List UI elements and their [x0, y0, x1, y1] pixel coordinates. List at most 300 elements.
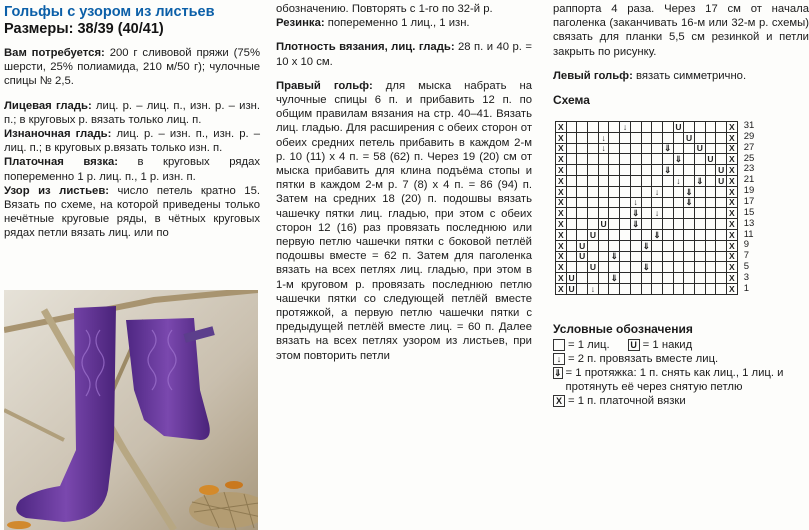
- chart-cell: ⇓: [610, 273, 618, 284]
- yarnover-desc: = 1 накид: [642, 339, 693, 351]
- knitting-chart: [555, 120, 755, 295]
- chart-cell: U: [598, 219, 609, 230]
- chart-cell: [652, 262, 663, 273]
- chart-cell: [705, 283, 716, 294]
- chart-cell: U: [716, 165, 727, 176]
- chart-cell: [705, 251, 716, 262]
- chart-cell: ↓: [652, 208, 663, 219]
- chart-row: [556, 122, 738, 133]
- chart-cell: [609, 219, 620, 230]
- chart-cell: [684, 251, 695, 262]
- chart-cell: X: [727, 273, 738, 284]
- chart-cell: [662, 273, 673, 284]
- chart-cell: [694, 154, 705, 165]
- chart-cell: [588, 197, 599, 208]
- legend-row-knit: [553, 338, 809, 352]
- chart-cell: [630, 240, 641, 251]
- chart-cell: [684, 240, 695, 251]
- chart-row: [556, 229, 738, 240]
- chart-cell: X: [556, 143, 567, 154]
- chart-cell: [620, 186, 631, 197]
- reverse-paragraph: [4, 127, 260, 155]
- chart-cell: [588, 165, 599, 176]
- chart-cell: [705, 165, 716, 176]
- chart-cell: [598, 186, 609, 197]
- chart-cell: [662, 229, 673, 240]
- k2tog-desc: = 2 п. провязать вместе лиц.: [568, 353, 719, 365]
- chart-cell: [566, 132, 577, 143]
- chart-row: [556, 154, 738, 165]
- sizes-heading: Размеры: 38/39 (40/41): [4, 21, 164, 37]
- chart-cell: U: [588, 262, 599, 273]
- chart-cell: [662, 262, 673, 273]
- chart-cell: ⇓: [642, 240, 650, 251]
- scheme-title: Схема: [553, 93, 590, 108]
- chart-cell: U: [684, 132, 695, 143]
- chart-cell: ↓: [598, 143, 609, 154]
- chart-cell: [716, 229, 727, 240]
- chart-cell: [598, 208, 609, 219]
- chart-cell: [694, 229, 705, 240]
- chart-cell: [716, 240, 727, 251]
- knit-desc: = 1 лиц.: [568, 339, 610, 351]
- chart-cell: X: [727, 208, 738, 219]
- chart-cell: [673, 229, 684, 240]
- chart-cell: U: [577, 251, 588, 262]
- chart-cell: [694, 219, 705, 230]
- chart-grid: [555, 121, 738, 295]
- chart-cell: X: [556, 175, 567, 186]
- leaf-text: число петель кратно 15. Вязать по схеме, на которой приведены только нечётные круговые ряды, в чётных круговых рядах петли вязать лиц. или по: [4, 184, 260, 240]
- chart-cell: X: [727, 240, 738, 251]
- chart-cell: [620, 208, 631, 219]
- gauge-paragraph: [276, 40, 532, 68]
- chart-row-number: 15: [743, 206, 755, 218]
- chart-row-number: 27: [743, 141, 755, 153]
- chart-cell: [566, 165, 577, 176]
- leaf-label: Узор из листьев:: [4, 184, 110, 197]
- chart-cell: ⇓: [685, 197, 693, 208]
- chart-row: [556, 273, 738, 284]
- chart-row-number: 1: [743, 282, 749, 294]
- chart-row: [556, 175, 738, 186]
- chart-cell: [662, 208, 673, 219]
- chart-cell: U: [588, 229, 599, 240]
- chart-cell: [609, 208, 620, 219]
- chart-cell: [609, 197, 620, 208]
- chart-cell: [641, 175, 652, 186]
- chart-cell: [662, 197, 673, 208]
- chart-cell: [716, 283, 727, 294]
- chart-cell: [566, 251, 577, 262]
- chart-cell: [716, 262, 727, 273]
- garter-symbol: X: [553, 395, 565, 407]
- chart-row-number: 7: [743, 250, 749, 262]
- chart-cell: [716, 186, 727, 197]
- chart-cell: [630, 143, 641, 154]
- chart-row: [556, 262, 738, 273]
- chart-cell: ⇓: [610, 251, 618, 262]
- socks-illustration: [4, 290, 258, 530]
- chart-cell: X: [556, 283, 567, 294]
- chart-cell: [641, 186, 652, 197]
- chart-row-number: 5: [743, 261, 749, 273]
- chart-cell: [641, 132, 652, 143]
- rib-paragraph: [276, 16, 532, 30]
- chart-cell: X: [727, 197, 738, 208]
- chart-row: [556, 132, 738, 143]
- stockinette-text: лиц. р. – лиц. п., изн. р. – изн. п.; в круговых р. вязать только лиц. п.: [4, 99, 261, 126]
- chart-cell: [588, 208, 599, 219]
- chart-cell: [673, 240, 684, 251]
- chart-cell: ↓: [652, 186, 663, 197]
- reverse-label: Изнаночная гладь:: [4, 128, 112, 141]
- chart-cell: [673, 208, 684, 219]
- chart-row: [556, 208, 738, 219]
- chart-cell: [577, 186, 588, 197]
- chart-cell: [630, 251, 641, 262]
- legend-row-k2tog: [553, 352, 809, 366]
- chart-cell: [609, 229, 620, 240]
- chart-cell: [609, 175, 620, 186]
- chart-row-number: 29: [743, 130, 755, 142]
- chart-cell: [673, 262, 684, 273]
- chart-cell: [620, 251, 631, 262]
- chart-cell: [598, 251, 609, 262]
- chart-cell: [641, 143, 652, 154]
- chart-cell: [566, 219, 577, 230]
- chart-cell: [598, 122, 609, 133]
- chart-cell: ⇓: [632, 208, 640, 219]
- chart-cell: [705, 240, 716, 251]
- chart-row-number: 3: [743, 272, 749, 284]
- chart-cell: [577, 143, 588, 154]
- chart-cell: [641, 165, 652, 176]
- chart-row-number: 13: [743, 217, 755, 229]
- chart-cell: X: [556, 240, 567, 251]
- chart-cell: X: [556, 197, 567, 208]
- chart-cell: [609, 283, 620, 294]
- chart-cell: [652, 240, 663, 251]
- garter-paragraph: [4, 155, 260, 183]
- chart-cell: ⇓: [642, 262, 650, 273]
- left-sock-label: Левый гольф:: [553, 69, 633, 82]
- chart-cell: [630, 186, 641, 197]
- stockinette-paragraph: [4, 99, 260, 127]
- chart-cell: [716, 154, 727, 165]
- chart-cell: [705, 208, 716, 219]
- chart-cell: [609, 132, 620, 143]
- chart-cell: [588, 154, 599, 165]
- gauge-label: Плотность вязания, лиц. гладь:: [276, 41, 455, 54]
- chart-cell: [641, 251, 652, 262]
- chart-cell: [588, 273, 599, 284]
- chart-cell: [630, 175, 641, 186]
- chart-cell: [641, 273, 652, 284]
- chart-row: [556, 283, 738, 294]
- chart-cell: [588, 186, 599, 197]
- chart-cell: [705, 262, 716, 273]
- chart-cell: [694, 273, 705, 284]
- chart-cell: U: [673, 122, 684, 133]
- chart-cell: [630, 122, 641, 133]
- chart-cell: [588, 251, 599, 262]
- chart-cell: [705, 175, 716, 186]
- chart-cell: [694, 208, 705, 219]
- chart-cell: ⇓: [664, 165, 672, 176]
- chart-cell: [577, 165, 588, 176]
- chart-cell: [673, 283, 684, 294]
- chart-cell: [694, 197, 705, 208]
- chart-cell: [630, 165, 641, 176]
- chart-cell: X: [727, 229, 738, 240]
- chart-cell: U: [716, 175, 727, 186]
- chart-cell: [566, 208, 577, 219]
- legend-title: Условные обозначения: [553, 322, 693, 336]
- chart-cell: [694, 251, 705, 262]
- reverse-text: лиц. р. – изн. п., изн. р. – лиц. п.; в круговых р.вязать только изн. п.: [4, 128, 260, 155]
- chart-cell: [652, 219, 663, 230]
- chart-cell: [577, 197, 588, 208]
- chart-cell: [566, 175, 577, 186]
- chart-cell: X: [727, 154, 738, 165]
- chart-cell: [652, 197, 663, 208]
- chart-cell: [694, 132, 705, 143]
- chart-row-number: 19: [743, 185, 755, 197]
- chart-cell: [662, 283, 673, 294]
- chart-row: [556, 240, 738, 251]
- chart-cell: ↓: [588, 283, 599, 294]
- legend-row-skp: [553, 366, 809, 394]
- legend: [553, 322, 809, 408]
- chart-cell: [662, 240, 673, 251]
- chart-cell: X: [727, 165, 738, 176]
- chart-cell: ↓: [630, 197, 641, 208]
- chart-cell: [630, 154, 641, 165]
- chart-cell: [694, 240, 705, 251]
- chart-cell: [662, 175, 673, 186]
- chart-cell: [598, 197, 609, 208]
- chart-cell: [673, 197, 684, 208]
- chart-cell: [566, 154, 577, 165]
- chart-cell: [566, 143, 577, 154]
- chart-cell: [684, 273, 695, 284]
- chart-row-numbers: [744, 121, 755, 295]
- chart-cell: [630, 283, 641, 294]
- chart-cell: [577, 122, 588, 133]
- chart-cell: [716, 132, 727, 143]
- chart-cell: [662, 122, 673, 133]
- chart-cell: [652, 154, 663, 165]
- chart-row-number: 25: [743, 152, 755, 164]
- chart-cell: [577, 283, 588, 294]
- chart-cell: [662, 219, 673, 230]
- chart-cell: [705, 122, 716, 133]
- chart-cell: [673, 132, 684, 143]
- chart-cell: [620, 197, 631, 208]
- chart-cell: U: [694, 143, 705, 154]
- right-sock-continuation: раппорта 4 раза. Через 17 см от начала паголенка (заканчивать 16-м или 32-м р. схемы) связать для планки 5,5 см резинкой и петли закрыть по рисунку.: [553, 3, 809, 58]
- chart-cell: [705, 229, 716, 240]
- garter-text: в круговых рядах попеременно 1 р. лиц. п., 1 р. изн. п.: [4, 156, 260, 183]
- chart-cell: [598, 175, 609, 186]
- chart-cell: [705, 186, 716, 197]
- chart-cell: [684, 283, 695, 294]
- stockinette-label: Лицевая гладь:: [4, 99, 92, 112]
- chart-cell: ⇓: [664, 143, 672, 154]
- chart-cell: [598, 283, 609, 294]
- yarnover-symbol: U: [628, 339, 640, 351]
- chart-cell: [588, 219, 599, 230]
- chart-cell: [620, 219, 631, 230]
- chart-cell: [673, 165, 684, 176]
- chart-cell: X: [556, 229, 567, 240]
- gauge-text: 28 п. и 40 р. = 10 х 10 см.: [276, 41, 532, 68]
- chart-cell: [641, 219, 652, 230]
- chart-cell: [620, 165, 631, 176]
- column-left: [4, 0, 260, 241]
- chart-cell: [577, 229, 588, 240]
- chart-cell: U: [566, 273, 577, 284]
- chart-cell: [652, 283, 663, 294]
- chart-cell: [641, 197, 652, 208]
- chart-cell: [588, 122, 599, 133]
- chart-cell: [598, 273, 609, 284]
- chart-cell: X: [727, 175, 738, 186]
- skp-symbol: ⇓: [554, 368, 562, 378]
- chart-row: [556, 197, 738, 208]
- chart-row: [556, 143, 738, 154]
- chart-cell: [566, 197, 577, 208]
- chart-cell: [620, 132, 631, 143]
- chart-cell: [620, 175, 631, 186]
- chart-cell: [641, 208, 652, 219]
- chart-cell: [652, 273, 663, 284]
- chart-cell: [620, 229, 631, 240]
- chart-row: [556, 219, 738, 230]
- chart-cell: [716, 251, 727, 262]
- chart-cell: [662, 186, 673, 197]
- chart-cell: ↓: [598, 132, 609, 143]
- chart-row-number: 31: [743, 120, 755, 131]
- chart-cell: [694, 262, 705, 273]
- chart-cell: ⇓: [674, 154, 682, 165]
- chart-cell: [577, 273, 588, 284]
- chart-cell: [577, 175, 588, 186]
- chart-cell: [652, 132, 663, 143]
- chart-cell: [705, 143, 716, 154]
- materials-text: 200 г сливовой пряжи (75% шерсти, 25% полиамида, 210 м/50 г); чулочные спицы № 2,5.: [4, 47, 260, 88]
- right-sock-label: Правый гольф:: [276, 79, 373, 92]
- k2tog-symbol: ↓: [553, 353, 565, 365]
- chart-cell: U: [566, 283, 577, 294]
- chart-cell: [609, 143, 620, 154]
- chart-cell: [609, 240, 620, 251]
- chart-cell: [716, 273, 727, 284]
- chart-cell: X: [727, 262, 738, 273]
- chart-cell: [577, 154, 588, 165]
- garter-desc: = 1 п. платочной вязки: [568, 395, 686, 407]
- chart-cell: [716, 143, 727, 154]
- chart-cell: [652, 122, 663, 133]
- chart-cell: [694, 283, 705, 294]
- chart-cell: [694, 165, 705, 176]
- chart-cell: ↓: [673, 175, 684, 186]
- chart-cell: [694, 186, 705, 197]
- chart-cell: [609, 122, 620, 133]
- chart-cell: [716, 219, 727, 230]
- chart-cell: [652, 165, 663, 176]
- chart-cell: [598, 240, 609, 251]
- chart-row: [556, 186, 738, 197]
- chart-cell: [609, 154, 620, 165]
- chart-cell: [630, 229, 641, 240]
- chart-cell: [652, 175, 663, 186]
- knit-symbol: [553, 339, 565, 351]
- chart-cell: X: [556, 186, 567, 197]
- chart-cell: [588, 175, 599, 186]
- chart-cell: [588, 240, 599, 251]
- rib-text: попеременно 1 лиц., 1 изн.: [324, 17, 470, 30]
- chart-cell: [609, 262, 620, 273]
- chart-cell: [716, 208, 727, 219]
- chart-cell: X: [727, 186, 738, 197]
- chart-cell: [577, 132, 588, 143]
- chart-cell: [705, 197, 716, 208]
- chart-cell: X: [556, 262, 567, 273]
- chart-cell: X: [556, 251, 567, 262]
- chart-cell: X: [727, 251, 738, 262]
- chart-cell: [577, 219, 588, 230]
- chart-cell: [641, 154, 652, 165]
- pattern-continuation: обозначению. Повторять с 1-го по 32-й р.: [276, 3, 493, 15]
- right-sock-paragraph: [276, 79, 532, 363]
- chart-row-number: 23: [743, 163, 755, 175]
- materials-paragraph: [4, 46, 260, 89]
- chart-cell: [684, 165, 695, 176]
- chart-cell: [598, 165, 609, 176]
- chart-cell: X: [727, 132, 738, 143]
- chart-cell: [620, 240, 631, 251]
- chart-row: [556, 165, 738, 176]
- chart-cell: [609, 186, 620, 197]
- rib-label: Резинка:: [276, 17, 325, 30]
- chart-cell: [620, 154, 631, 165]
- chart-cell: [630, 132, 641, 143]
- chart-cell: U: [577, 240, 588, 251]
- socks-photo: [4, 290, 258, 530]
- chart-cell: [673, 251, 684, 262]
- skp-desc: = 1 протяжка: 1 п. снять как лиц., 1 лиц. и протянуть её через снятую петлю: [565, 367, 784, 393]
- chart-cell: [598, 229, 609, 240]
- chart-cell: [662, 154, 673, 165]
- chart-cell: [630, 273, 641, 284]
- right-sock-text: для мыска набрать на чулочные спицы 6 п. и прибавить 12 п. по общим правилам вязания на стр. 40–41. Вязать лиц. гладью. Для расширения с обеих сторон от обеих средних петель прибавить в каждом 2-м р. 10 (11) х 4 п. = 58 (62) п. Через 19 (20) см от мыска прибавить для клина подъёма стопы и пятки в каждом 2-м р. 7 (8) х 4 п. = 86 (94) п. Затем на средних 18 (20) п. подошвы вязать чашечку пятки лиц. гладью, при этом с обеих сторон 12 (16) раз провязать последнюю или первую петлю чашечки пятки с боковой петлёй подошвы вместе = 62 п. Затем для паголенка вязать на всех петлях лиц. гладью, при этом в 1-м круговом р. провязать последнюю петлю чашечки пятки со следующей петлёй вместе протяжкой, а первую петлю чашечки пятки с предыдущей петлёй вместе лиц. = 60 п. Далее вязать на всех петлях узором из листьев, при этом повторить петли: [276, 79, 532, 362]
- chart-cell: ↓: [620, 122, 631, 133]
- chart-cell: [662, 132, 673, 143]
- chart-cell: X: [727, 143, 738, 154]
- chart-row-number: 11: [743, 228, 754, 240]
- chart-cell: [598, 262, 609, 273]
- chart-cell: [620, 143, 631, 154]
- chart-cell: [673, 219, 684, 230]
- chart-cell: ⇓: [653, 229, 661, 240]
- chart-cell: [620, 273, 631, 284]
- chart-cell: X: [727, 122, 738, 133]
- chart-cell: X: [556, 273, 567, 284]
- chart-cell: [609, 165, 620, 176]
- chart-cell: [694, 122, 705, 133]
